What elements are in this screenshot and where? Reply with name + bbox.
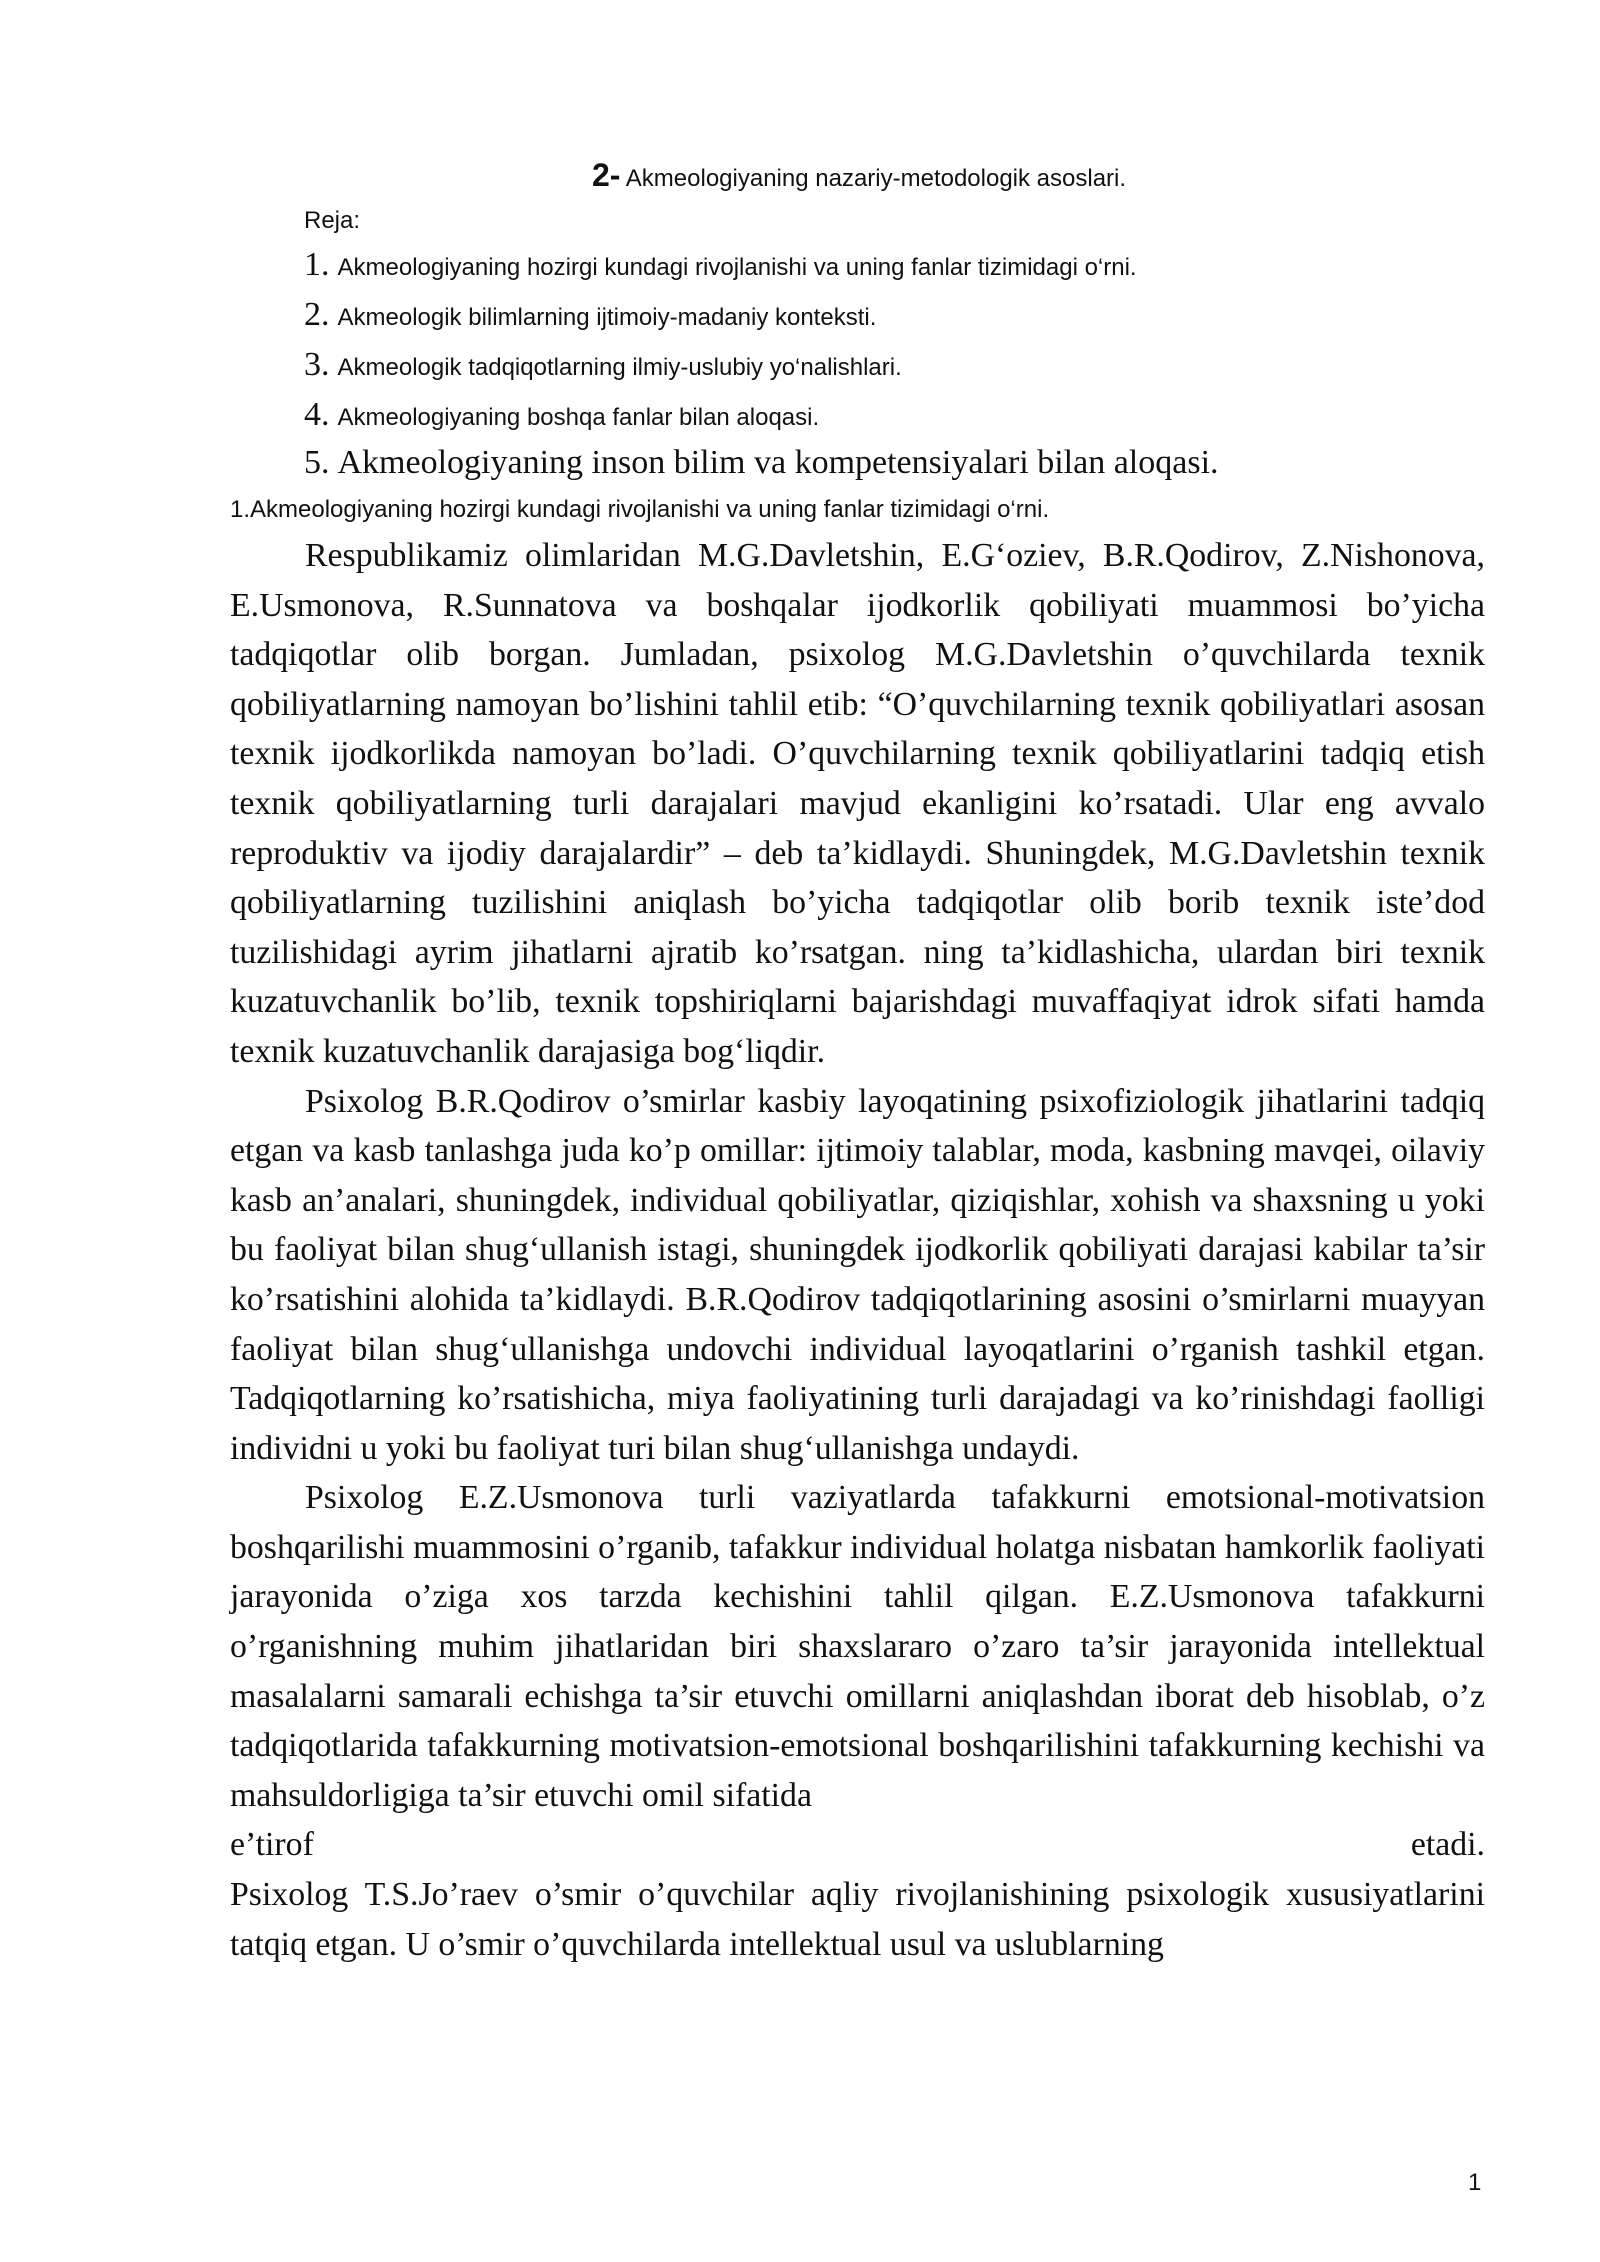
plan-item-number: 2. — [304, 296, 330, 333]
last-line-right: etadi. — [1410, 1826, 1485, 1864]
plan-item-number: 1. — [304, 246, 330, 283]
paragraph: Psixolog T.S.Jo’raev o’smir o’quvchilar aqliy rivojlanishining psixologik xususiyatlarini tatqiq etgan. U o’smir o’quvchilarda intellektual usul va uslublarning — [230, 1876, 1485, 1963]
title-number: 2- — [592, 157, 621, 193]
plan-item — [304, 396, 819, 434]
plan-item-text: Akmeologiyaning hozirgi kundagi rivojlanishi va uning fanlar tizimidagi o‘rni. — [337, 254, 1137, 281]
plan-item-text: Akmeologik tadqiqotlarning ilmiy-uslubiy yo‘nalishlari. — [337, 354, 902, 381]
plan-item-number: 4. — [304, 396, 330, 433]
plan-item — [304, 346, 902, 384]
page-number: 1 — [1468, 2169, 1482, 2196]
plan-item — [304, 444, 1219, 482]
last-line-left: e’tirof — [230, 1826, 314, 1864]
paragraph: Respublikamiz olimlaridan M.G.Davletshin, E.G‘oziev, B.R.Qodirov, Z.Nishonova, E.Usmonova, R.Sunnatova va boshqalar ijodkorlik qobiliyati muammosi bo’yicha tadqiqotlar olib borgan. Jumladan, psixolog M.G.Davletshin o’quvchilarda texnik qobiliyatlarning namoyan bo’lishini tahlil etib: “O’quvchilarning texnik qobiliyatlari asosan texnik ijodkorlikda namoyan bo’ladi. O’quvchilarning texnik qobiliyatlarini tadqiq etish texnik qobiliyatlarning turli darajalari mavjud ekanligini ko’rsatadi. Ular eng avvalo reproduktiv va ijodiy darajalardir” – deb ta’kidlaydi. Shuningdek, M.G.Davletshin texnik qobiliyatlarning tuzilishini aniqlash bo’yicha tadqiqotlar olib borib texnik iste’dod tuzilishidagi ayrim jihatlarni ajratib ko’rsatgan. ning ta’kidlashicha, ulardan biri texnik kuzatuvchanlik bo’lib, texnik topshiriqlarni bajarishdagi muvaffaqiyat idrok sifati hamda texnik kuzatuvchanlik darajasiga bog‘liqdir. — [230, 537, 1485, 1070]
plan-item-text: Akmeologiyaning inson bilim va kompetensiyalari bilan aloqasi. — [337, 444, 1219, 481]
plan-label: Reja: — [304, 207, 361, 234]
plan-item-text: Akmeologik bilimlarning ijtimoiy-madaniy konteksti. — [337, 304, 877, 331]
paragraph: Psixolog E.Z.Usmonova turli vaziyatlarda tafakkurni emotsional-motivatsion boshqarilishi muammosini o’rganib, tafakkur individual holatga nisbatan hamkorlik faoliyati jarayonida o’ziga xos tarzda kechishini tahlil qilgan. E.Z.Usmonova tafakkurni o’rganishning muhim jihatlaridan biri shaxslararo o’zaro ta’sir jarayonida intellektual masalalarni samarali echishga ta’sir etuvchi omillarni aniqlashdan iborat deb hisoblab, o’z tadqiqotlarida tafakkurning motivatsion-emotsional boshqarilishini tafakkurning kechishi va mahsuldorligiga ta’sir etuvchi omil sifatida — [230, 1479, 1485, 1814]
body-text — [230, 531, 1485, 1969]
plan-item — [304, 246, 1137, 284]
paragraph: Psixolog B.R.Qodirov o’smirlar kasbiy layoqatining psixofiziologik jihatlarini tadqiq etgan va kasb tanlashga juda ko’p omillar: ijtimoiy talablar, moda, kasbning mavqei, oilaviy kasb an’analari, shuningdek, individual qobiliyatlar, qiziqishlar, xohish va shaxsning u yoki bu faoliyat bilan shug‘ullanish istagi, shuningdek ijodkorlik qobiliyati darajasi kabilar ta’sir ko’rsatishini alohida ta’kidlaydi. B.R.Qodirov tadqiqotlarining asosini o’smirlarni muayyan faoliyat bilan shug‘ullanishga undovchi individual layoqatlarini o’rganish tashkil etgan. Tadqiqotlarning ko’rsatishicha, miya faoliyatining turli darajadagi va ko’rinishdagi faolligi individni u yoki bu faoliyat turi bilan shug‘ullanishga undaydi. — [230, 1082, 1485, 1467]
plan-item-number: 5. — [304, 444, 330, 481]
paragraph-last-line — [230, 1820, 1485, 1870]
plan-item-number: 3. — [304, 346, 330, 383]
plan-item — [304, 296, 876, 334]
title-text: Akmeologiyaning nazariy-metodologik asoslari. — [620, 165, 1127, 192]
page-title — [592, 157, 1126, 194]
section-heading: 1.Akmeologiyaning hozirgi kundagi rivojlanishi va uning fanlar tizimidagi o‘rni. — [230, 496, 1050, 523]
plan-item-text: Akmeologiyaning boshqa fanlar bilan aloqasi. — [337, 404, 820, 431]
